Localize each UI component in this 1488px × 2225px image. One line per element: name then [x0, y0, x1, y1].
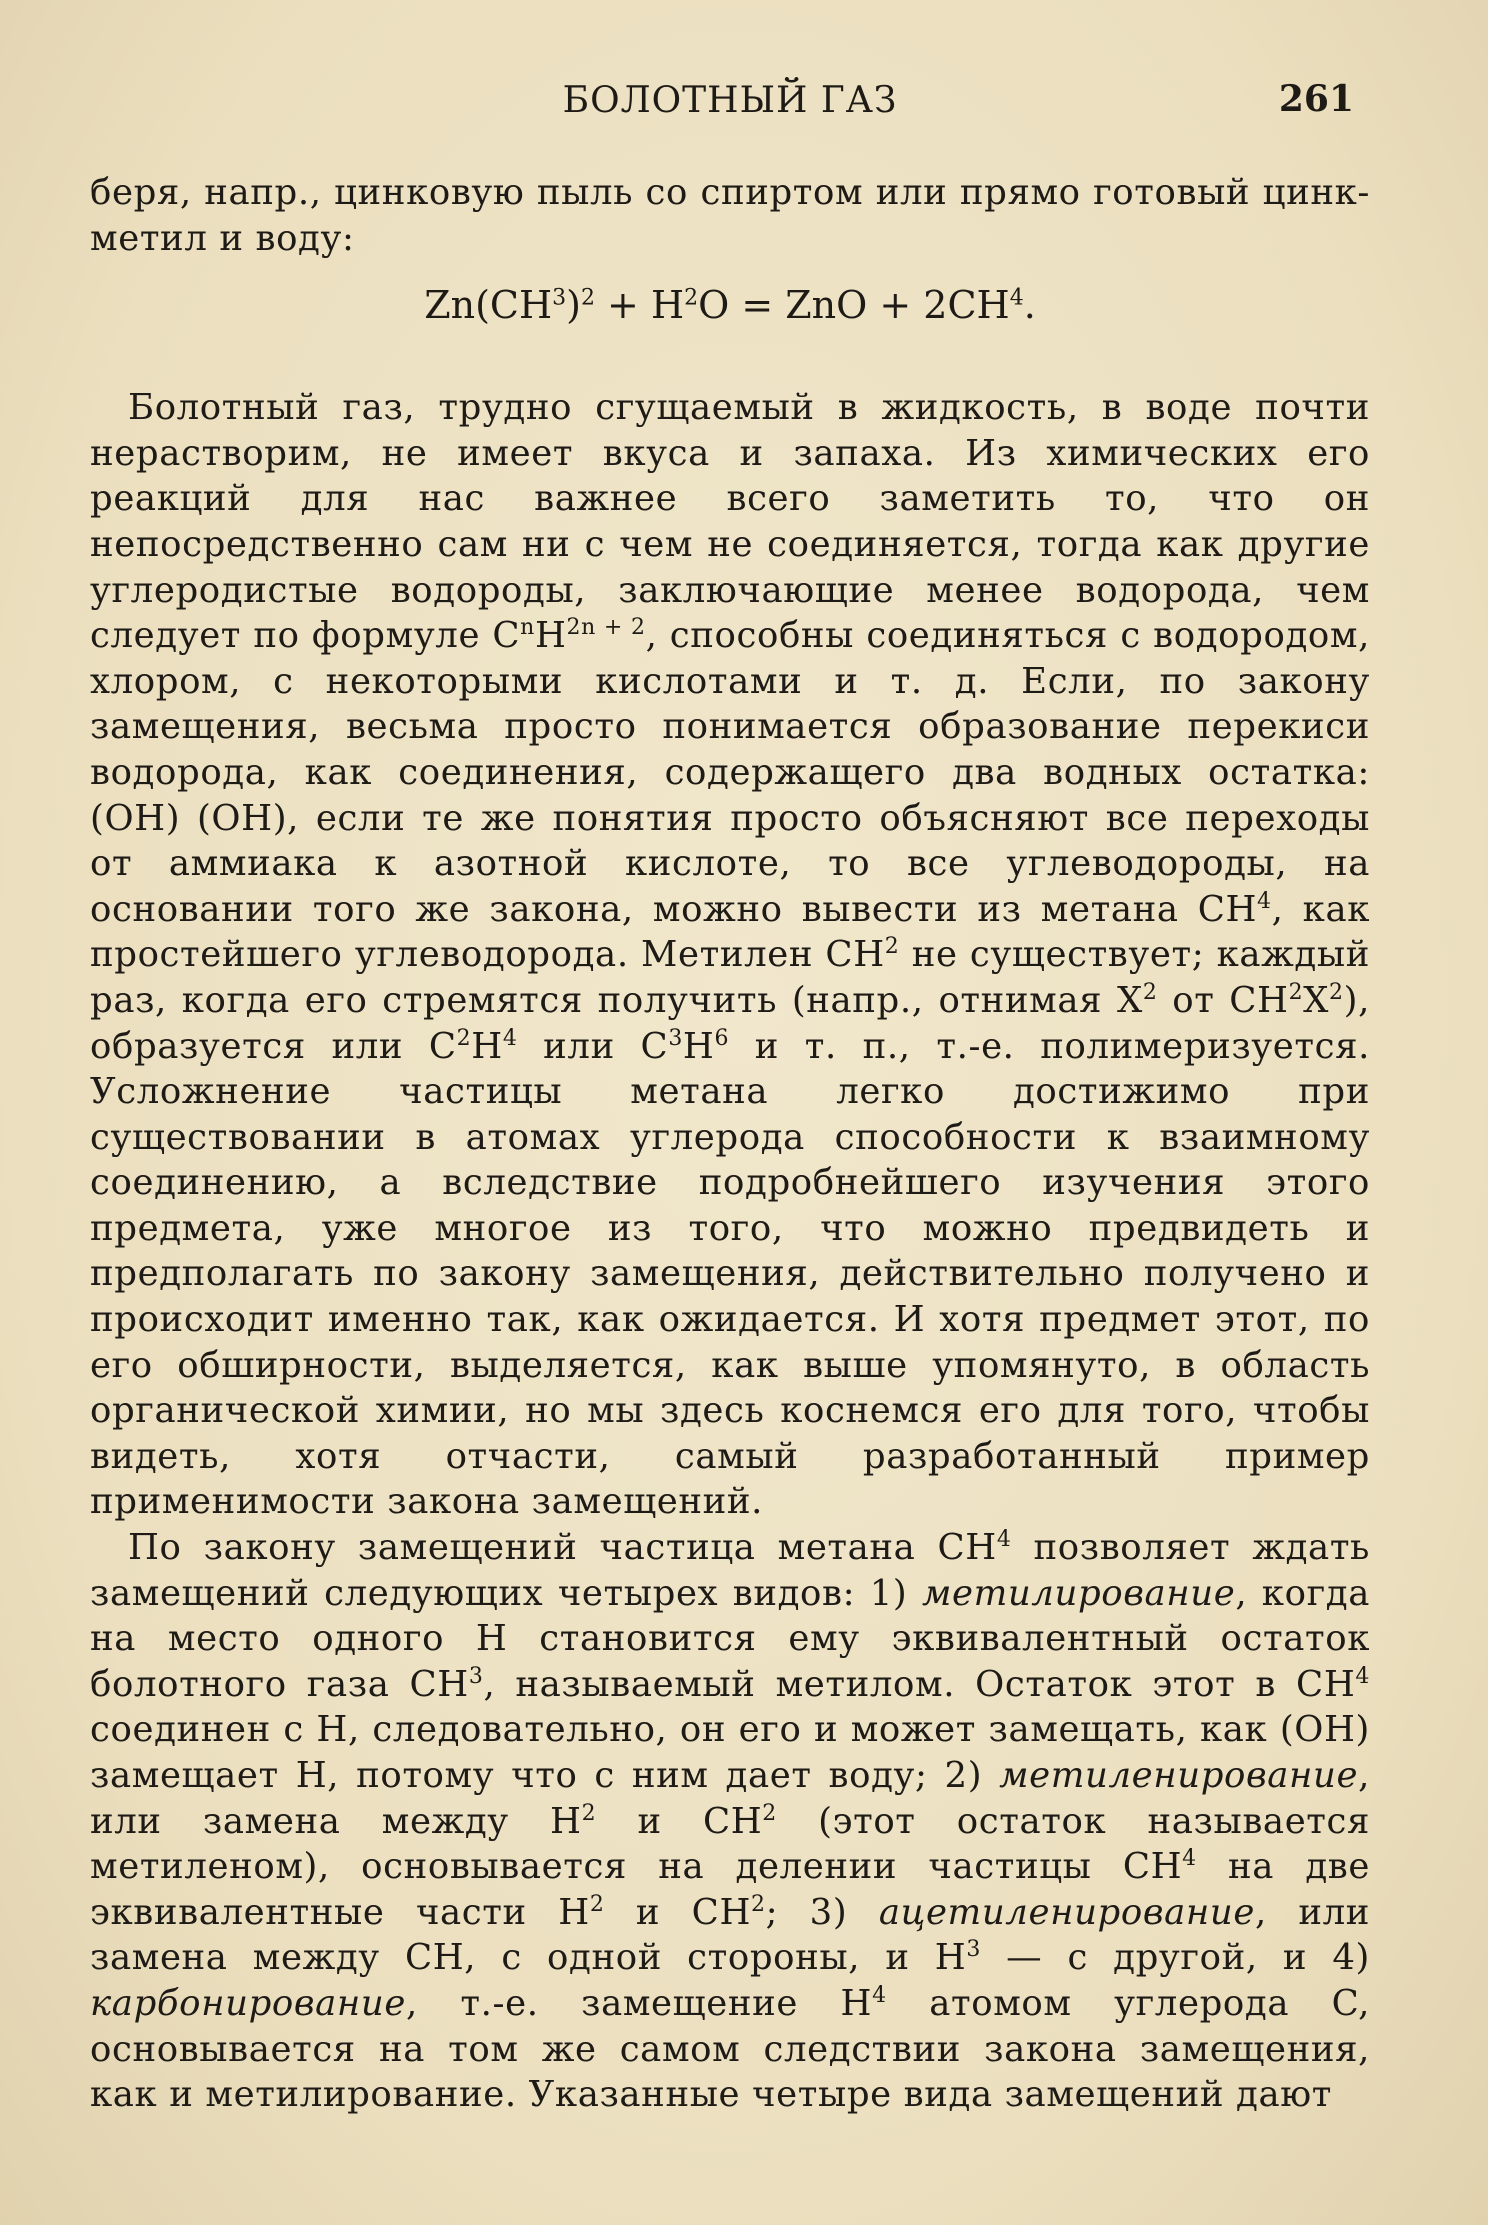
sup: 2: [1288, 980, 1304, 1006]
sup: n: [520, 615, 535, 641]
sup: 2: [884, 934, 900, 960]
text-run: и CH: [604, 1891, 752, 1933]
text-run: ), образуется или C: [90, 979, 1370, 1067]
sup: 4: [872, 1983, 887, 2009]
text-run: H: [682, 1025, 715, 1067]
formula-part: O = ZnO + 2CH: [698, 283, 1010, 328]
running-head: БОЛОТНЫЙ ГАЗ: [562, 80, 898, 121]
text-run: на две эквивалентные части H: [90, 1846, 1370, 1933]
sup: 2: [1329, 980, 1344, 1006]
text-run: или C: [517, 1025, 669, 1067]
text-run: , называемый метилом. Остаток этот в CH: [483, 1663, 1356, 1705]
text-run: , или замена между H: [90, 1755, 1370, 1842]
text-run: от CH: [1157, 979, 1289, 1021]
formula-sup: 3: [552, 285, 567, 311]
formula-part: + H: [594, 283, 685, 328]
sup: 3: [668, 1025, 683, 1051]
term-acetylenation: ацетиленирование: [878, 1891, 1255, 1933]
sup: 4: [1257, 888, 1272, 914]
term-carbonation: карбонирование: [90, 1982, 406, 2024]
formula-part: ): [566, 283, 581, 328]
term-methylenation: метиленирование: [999, 1755, 1359, 1796]
text-run: и т. п., т.-е. полимеризуется. Усложнение частицы метана легко достижимо при существовании в атомах углерода способности к взаимному соединению, а вследствие подробнейшего изучения этого предмета, уже многое из того, что можно предвидеть и предполагать по закону замещения, действительно получено и происходит именно так, как ожидается. И хотя предмет этот, по его обширности, выделяется, как выше упомянуто, в область органической химии, но мы здесь коснемся его для того, чтобы видеть, хотя отчасти, самый разработанный пример применимости закона замещений.: [90, 1025, 1370, 1523]
formula-sup: 2: [580, 285, 595, 311]
text-run: атомом углерода C, основывается на том же самом следствии закона замещения, как и метилирование. Указанные четыре вида замещений дают: [90, 1982, 1370, 2116]
formula-part: .: [1023, 283, 1036, 328]
sup: 2: [581, 1800, 597, 1826]
chemical-equation: [90, 275, 1370, 335]
text-run: (этот остаток называется метиленом), основывается на делении частицы CH: [90, 1800, 1371, 1888]
text-run: X: [1303, 979, 1330, 1021]
page-number: 261: [1278, 78, 1354, 120]
text-run: позволяет ждать замещений следующих четырех видов: 1): [90, 1527, 1370, 1614]
text-run: , как простейшего углеводорода. Метилен CH: [90, 888, 1370, 976]
text-run: По закону замещений частица метана CH: [128, 1527, 997, 1569]
sup: 2: [589, 1891, 605, 1917]
body-text: [90, 170, 1370, 2118]
text-run: — с другой, и 4): [980, 1937, 1370, 1979]
text-run: , когда на место одного H становится ему эквивалентный остаток болотного газа CH: [90, 1572, 1370, 1705]
sup: 2n + 2: [566, 615, 646, 641]
sup: 2: [762, 1800, 777, 1826]
text-run: H: [534, 615, 567, 657]
paragraph-marsh-gas: [90, 385, 1370, 1525]
paragraph-substitution-types: [90, 1525, 1370, 2118]
sup: 4: [502, 1025, 518, 1051]
text-run: , или замена между CH, с одной стороны, и H: [90, 1891, 1370, 1979]
text-run: ; 3): [765, 1891, 879, 1933]
text-run: H: [471, 1025, 503, 1067]
formula-part: Zn(CH: [424, 283, 553, 328]
term-methylation: метилирование: [921, 1572, 1236, 1614]
text-run: и CH: [596, 1800, 763, 1842]
text-run: , способны соединяться с водородом, хлором, с некоторыми кислотами и т. д. Если, по закону замещения, весьма просто понимается образование перекиси водорода, как соединения, содержащего два водных остатка: (OH) (OH), если те же понятия просто объясняют все переходы от аммиака к азотной кислоте, то все углеводороды, на основании того же закона, можно вывести из метана CH: [90, 615, 1370, 930]
sup: 3: [468, 1663, 484, 1689]
page-header: [90, 72, 1370, 132]
sup: 2: [1142, 980, 1158, 1006]
text-run: соединен с H, следовательно, он его и может замещать, как (OH) замещает H, потому что с ним дает воду; 2): [90, 1709, 1370, 1796]
paragraph-text: беря, напр., цинковую пыль со спиртом или прямо готовый цинк-метил и воду:: [90, 172, 1370, 259]
sup: 4: [1182, 1846, 1197, 1872]
sup: 6: [714, 1025, 730, 1051]
sup: 4: [1355, 1663, 1370, 1689]
paragraph-continuation: [90, 170, 1370, 261]
sup: 4: [996, 1527, 1012, 1553]
sup: 2: [751, 1891, 766, 1917]
text-run: Болотный газ, трудно сгущаемый в жидкость, в воде почти нерастворим, не имеет вкуса и запаха. Из химических его реакций для нас важнее всего заметить то, что он непосредственно сам ни с чем не соединяется, тогда как другие углеродистые водороды, заключающие менее водорода, чем следует по формуле C: [90, 387, 1370, 657]
sup: 3: [966, 1937, 981, 1963]
text-run: , т.-е. замещение H: [405, 1982, 873, 2024]
sup: 2: [456, 1025, 472, 1051]
text-run: не существует; каждый раз, когда его стремятся получить (напр., отнимая X: [90, 934, 1370, 1021]
formula-sup: 4: [1009, 285, 1024, 311]
formula-sup: 2: [684, 285, 699, 311]
